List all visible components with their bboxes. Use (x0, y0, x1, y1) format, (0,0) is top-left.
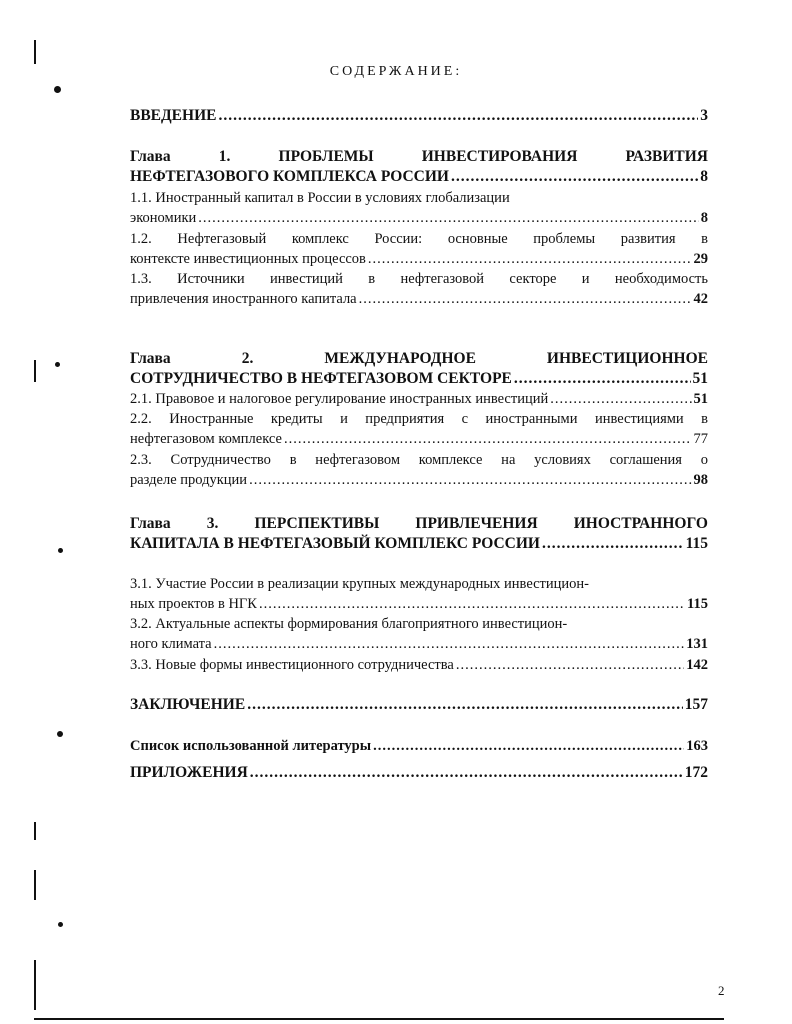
entry-page: 115 (687, 596, 708, 612)
section-3-2-line2 (130, 634, 708, 654)
section-3-1-line2 (130, 594, 708, 614)
entry-page: 42 (693, 291, 708, 307)
punch-mark (58, 922, 63, 927)
section-3-3 (130, 655, 708, 675)
toc-entry-references (130, 736, 708, 757)
entry-label: ных проектов в НГК (130, 596, 257, 612)
section-2-3: 2.3. Сотрудничество в нефтегазовом комплексе на условиях соглашения о (130, 452, 708, 468)
entry-label: ПРИЛОЖЕНИЯ (130, 764, 248, 781)
section-1-2: 1.2. Нефтегазовый комплекс России: основные проблемы развития в (130, 231, 708, 247)
entry-label: ВВЕДЕНИЕ (130, 107, 217, 124)
entry-page: 131 (686, 636, 708, 652)
page-number: 2 (718, 983, 725, 998)
chapter-1-heading: Глава 1. ПРОБЛЕМЫ ИНВЕСТИРОВАНИЯ РАЗВИТИЯ (130, 148, 708, 165)
leader-dots (198, 208, 698, 228)
section-1-3: 1.3. Источники инвестиций в нефтегазовой секторе и необходимость (130, 271, 708, 287)
page-bottom-edge (34, 1018, 724, 1020)
toc-title: СОДЕРЖАНИЕ: (329, 64, 463, 79)
entry-page: 77 (693, 431, 708, 447)
punch-mark (58, 548, 63, 553)
leader-dots (218, 105, 698, 126)
toc-entry-conclusion (130, 694, 708, 715)
entry-page: 29 (693, 251, 708, 267)
scan-artifact (34, 960, 36, 1010)
entry-label: 2.1. Правовое и налоговое регулирование иностранных инвестиций (130, 391, 549, 407)
leader-dots (284, 429, 692, 449)
entry-label: КАПИТАЛА В НЕФТЕГАЗОВЫЙ КОМПЛЕКС РОССИИ (130, 535, 540, 552)
scan-artifact (34, 870, 36, 900)
entry-page: 51 (692, 370, 708, 387)
entry-page: 163 (686, 738, 708, 754)
entry-label: 3.3. Новые формы инвестиционного сотрудничества (130, 657, 454, 673)
section-3-2: 3.2. Актуальные аспекты формирования благоприятного инвестицион- (130, 616, 568, 632)
leader-dots (359, 289, 692, 309)
scan-artifact (34, 40, 36, 64)
entry-page: 157 (684, 696, 708, 713)
section-2-3-line2 (130, 470, 708, 490)
entry-label: СОТРУДНИЧЕСТВО В НЕФТЕГАЗОВОМ СЕКТОРЕ (130, 370, 512, 387)
entry-label: НЕФТЕГАЗОВОГО КОМПЛЕКСА РОССИИ (130, 168, 449, 185)
entry-page: 51 (693, 391, 708, 407)
leader-dots (373, 736, 684, 757)
entry-label: ЗАКЛЮЧЕНИЕ (130, 696, 246, 713)
entry-label: нефтегазовом комплексе (130, 431, 282, 447)
entry-page: 98 (693, 472, 708, 488)
entry-page: 115 (685, 535, 708, 552)
punch-mark (57, 731, 63, 737)
entry-label: ного климата (130, 636, 212, 652)
section-2-2: 2.2. Иностранные кредиты и предприятия с иностранными инвестициями в (130, 411, 708, 427)
leader-dots (451, 166, 698, 187)
section-3-1: 3.1. Участие России в реализации крупных международных инвестицион- (130, 576, 590, 592)
punch-mark (55, 362, 60, 367)
leader-dots (514, 368, 691, 389)
toc-entry-appendix (130, 762, 708, 783)
section-2-1 (130, 389, 708, 409)
leader-dots (247, 694, 683, 715)
chapter-1-heading-line2 (130, 166, 708, 187)
section-1-1: 1.1. Иностранный капитал в России в условиях глобализации (130, 190, 510, 206)
entry-label: привлечения иностранного капитала (130, 291, 357, 307)
entry-page: 8 (700, 168, 708, 185)
entry-label: экономики (130, 210, 197, 226)
chapter-3-heading: Глава 3. ПЕРСПЕКТИВЫ ПРИВЛЕЧЕНИЯ ИНОСТРАННОГО (130, 515, 708, 532)
entry-label: контексте инвестиционных процессов (130, 251, 366, 267)
chapter-2-heading-line2 (130, 368, 708, 389)
section-1-1-line2 (130, 208, 708, 228)
punch-mark (54, 86, 61, 93)
scan-artifact (34, 822, 36, 840)
chapter-2-heading: Глава 2. МЕЖДУНАРОДНОЕ ИНВЕСТИЦИОННОЕ (130, 350, 708, 367)
section-2-2-line2 (130, 429, 708, 449)
scan-artifact (34, 360, 36, 382)
leader-dots (368, 249, 692, 269)
section-1-2-line2 (130, 249, 708, 269)
chapter-3-heading-line2 (130, 533, 708, 554)
leader-dots (550, 389, 691, 409)
leader-dots (456, 655, 684, 675)
entry-page: 3 (700, 107, 708, 124)
leader-dots (542, 533, 684, 554)
toc-entry-intro (130, 105, 708, 126)
leader-dots (259, 594, 685, 614)
leader-dots (249, 470, 691, 490)
entry-label: Список использованной литературы (130, 738, 372, 754)
entry-page: 142 (686, 657, 708, 673)
leader-dots (214, 634, 685, 654)
entry-page: 172 (684, 764, 708, 781)
leader-dots (250, 762, 683, 783)
entry-label: разделе продукции (130, 472, 248, 488)
section-1-3-line2 (130, 289, 708, 309)
entry-page: 8 (700, 210, 708, 226)
